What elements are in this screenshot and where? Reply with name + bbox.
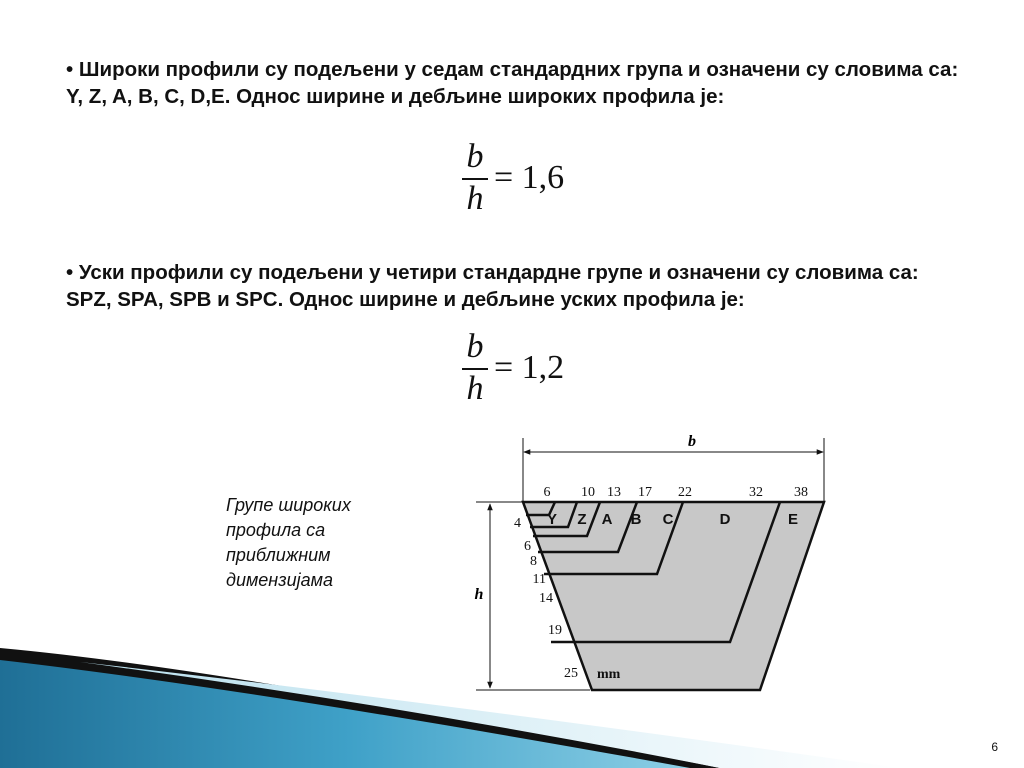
group-letter-A: A	[601, 511, 613, 528]
narrow-profiles-paragraph: • Уски профили су подељени у четири стандардне групе и означени су словима са: SPZ, SPA, SPB и SPC. Однос ширине и дебљине уских профила је:	[66, 261, 919, 311]
group-letter-C: C	[662, 511, 674, 528]
height-label: h	[474, 586, 484, 603]
formula-numerator: b	[466, 328, 484, 365]
height-value-B: 11	[532, 572, 546, 587]
group-letter-B: B	[630, 511, 642, 528]
width-label: b	[688, 433, 696, 450]
width-value-A: 13	[607, 485, 621, 500]
width-value-C: 22	[678, 485, 692, 500]
height-value-D: 19	[548, 623, 562, 638]
page-number: 6	[991, 740, 998, 754]
height-value-A: 8	[530, 554, 537, 569]
group-letter-D: D	[719, 511, 731, 528]
belt-profile-diagram	[460, 420, 840, 700]
height-value-E: 25	[564, 666, 578, 681]
formula-value: = 1,2	[494, 349, 565, 386]
width-value-Z: 10	[581, 485, 595, 500]
height-value-C: 14	[539, 591, 553, 606]
formula-numerator: b	[466, 138, 484, 175]
width-value-B: 17	[638, 485, 652, 500]
diagram-caption: Групе широких профила са приближним димензијама	[226, 495, 351, 590]
formula-denominator: h	[466, 370, 484, 407]
width-value-Y: 6	[543, 485, 551, 500]
formula-denominator: h	[466, 180, 484, 217]
width-value-D: 32	[749, 485, 763, 500]
group-letter-Z: Z	[577, 511, 587, 528]
height-value-Y: 4	[514, 516, 521, 531]
group-letter-Y: Y	[546, 511, 558, 528]
height-value-Z: 6	[524, 539, 531, 554]
width-value-E: 38	[794, 485, 808, 500]
group-letter-E: E	[787, 511, 799, 528]
unit-label: mm	[597, 667, 621, 682]
formula-value: = 1,6	[494, 159, 565, 196]
wide-profiles-paragraph: • Широки профили су подељени у седам стандардних група и означени су словима са: Y, Z, A, B, C, D,E. Однос ширине и дебљине широких профила је:	[66, 58, 959, 108]
